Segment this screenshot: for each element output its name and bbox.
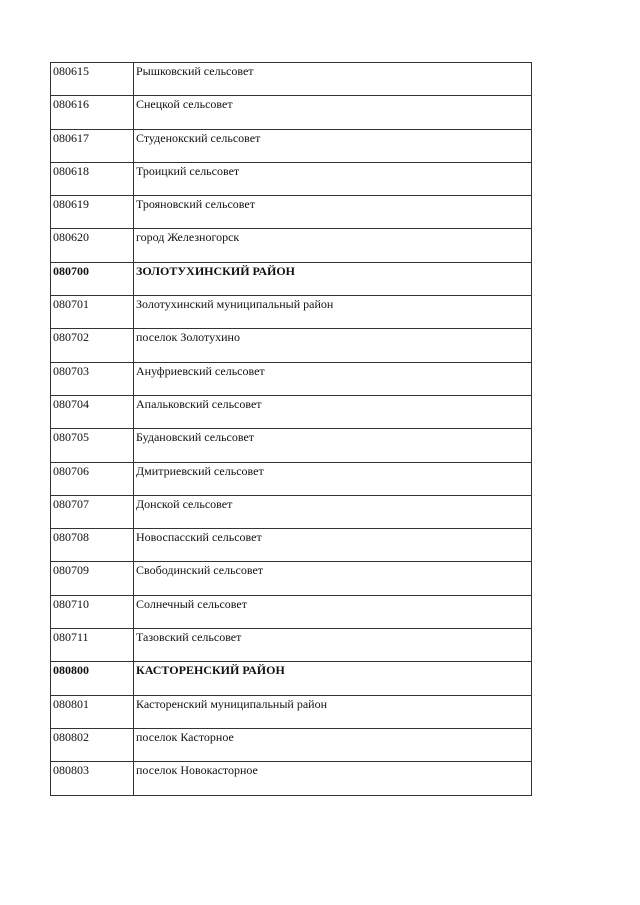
- name-cell: Золотухинский муниципальный район: [134, 296, 532, 329]
- name-cell: Трояновский сельсовет: [134, 196, 532, 229]
- table-row: [51, 129, 532, 162]
- district-header-row: [51, 662, 532, 695]
- name-cell: Дмитриевский сельсовет: [134, 462, 532, 495]
- code-cell: 080618: [51, 162, 134, 195]
- name-cell: Студенокский сельсовет: [134, 129, 532, 162]
- name-cell: Солнечный сельсовет: [134, 595, 532, 628]
- table-row: [51, 495, 532, 528]
- table-row: [51, 529, 532, 562]
- table-row: [51, 229, 532, 262]
- table-row: [51, 462, 532, 495]
- name-cell: ЗОЛОТУХИНСКИЙ РАЙОН: [134, 262, 532, 295]
- table-row: [51, 96, 532, 129]
- table-row: [51, 63, 532, 96]
- table-row: [51, 162, 532, 195]
- code-cell: 080711: [51, 629, 134, 662]
- name-cell: Тазовский сельсовет: [134, 629, 532, 662]
- name-cell: Апальковский сельсовет: [134, 395, 532, 428]
- code-cell: 080704: [51, 395, 134, 428]
- name-cell: поселок Золотухино: [134, 329, 532, 362]
- table-row: [51, 429, 532, 462]
- code-cell: 080703: [51, 362, 134, 395]
- code-cell: 080702: [51, 329, 134, 362]
- code-cell: 080707: [51, 495, 134, 528]
- district-header-row: [51, 262, 532, 295]
- table-row: [51, 329, 532, 362]
- code-cell: 080617: [51, 129, 134, 162]
- table-row: [51, 728, 532, 761]
- code-cell: 080619: [51, 196, 134, 229]
- code-cell: 080709: [51, 562, 134, 595]
- name-cell: Свободинский сельсовет: [134, 562, 532, 595]
- table-row: [51, 296, 532, 329]
- name-cell: Троицкий сельсовет: [134, 162, 532, 195]
- table-row: [51, 629, 532, 662]
- code-cell: 080710: [51, 595, 134, 628]
- name-cell: Новоспасский сельсовет: [134, 529, 532, 562]
- table-row: [51, 362, 532, 395]
- code-cell: 080705: [51, 429, 134, 462]
- code-cell: 080620: [51, 229, 134, 262]
- table-row: [51, 196, 532, 229]
- name-cell: Касторенский муниципальный район: [134, 695, 532, 728]
- name-cell: Ануфриевский сельсовет: [134, 362, 532, 395]
- code-cell: 080802: [51, 728, 134, 761]
- code-cell: 080615: [51, 63, 134, 96]
- code-cell: 080800: [51, 662, 134, 695]
- code-table: [50, 62, 532, 796]
- table-row: [51, 695, 532, 728]
- name-cell: город Железногорск: [134, 229, 532, 262]
- code-cell: 080701: [51, 296, 134, 329]
- name-cell: Снецкой сельсовет: [134, 96, 532, 129]
- code-cell: 080706: [51, 462, 134, 495]
- code-cell: 080801: [51, 695, 134, 728]
- table-row: [51, 562, 532, 595]
- name-cell: поселок Новокасторное: [134, 762, 532, 795]
- code-cell: 080708: [51, 529, 134, 562]
- code-cell: 080803: [51, 762, 134, 795]
- name-cell: Будановский сельсовет: [134, 429, 532, 462]
- code-cell: 080700: [51, 262, 134, 295]
- table-row: [51, 395, 532, 428]
- code-cell: 080616: [51, 96, 134, 129]
- name-cell: Донской сельсовет: [134, 495, 532, 528]
- name-cell: поселок Касторное: [134, 728, 532, 761]
- code-table-body: [51, 63, 532, 796]
- name-cell: КАСТОРЕНСКИЙ РАЙОН: [134, 662, 532, 695]
- name-cell: Рышковский сельсовет: [134, 63, 532, 96]
- table-row: [51, 595, 532, 628]
- table-row: [51, 762, 532, 795]
